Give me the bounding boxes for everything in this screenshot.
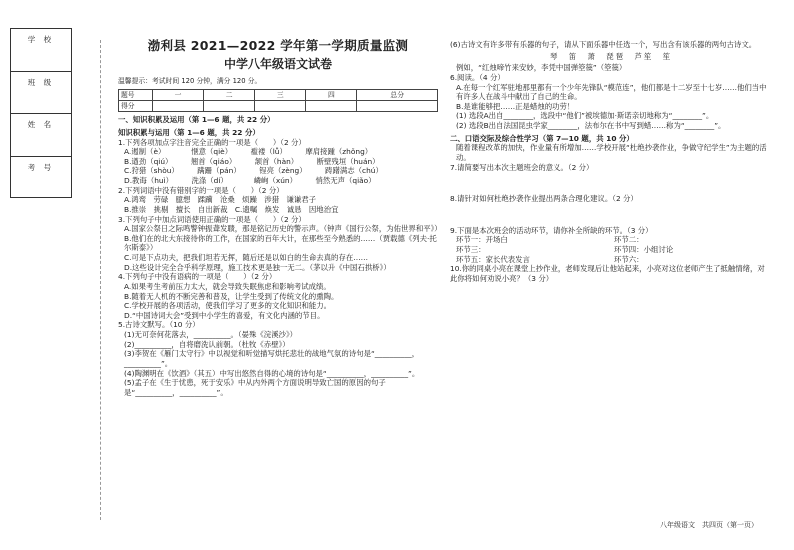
passage-b: B.是谁能够把……正是蜡烛的功劳！ (456, 101, 575, 111)
question-5-6: (6)古诗文有许多带有乐器的句子，请从下面乐器中任选一个，写出含有该乐器的两句古诗文。 (450, 40, 757, 49)
poem-blank[interactable]: (1)无可奈何花落去，__________。（晏殊《浣溪沙》） (124, 330, 298, 340)
score-input-cell[interactable] (153, 101, 204, 112)
instrument-list: 琴 笛 萧 琵琶 芦笙 笙 (549, 51, 673, 61)
score-row-header (119, 90, 438, 101)
poem-blank[interactable]: (2)__________，自将磨洗认前朝。（杜牧《赤壁》） (124, 339, 290, 349)
exam-title: 渤利县 2021—2022 学年第一学期质量监测 (147, 38, 409, 53)
context-text: 随着课程改革的加快，作业量有所增加……学校开展“杜绝抄袭作业，争做守纪学生”为主题的活动。 (456, 143, 767, 162)
option-line: B.随着无人机的不断完善和普及，让学生受到了传统文化的熏陶。 (124, 291, 339, 301)
option-line: A.鸿鸾 劳碌 臆想 蹂躏 沧桑 烦躁 涉猎 谦谦君子 (124, 195, 317, 205)
score-input-cell[interactable] (255, 101, 306, 112)
option-line: C.可是下点功夫，把我们坦若无挥，随后还是以如白的生命去真的存在…… (124, 253, 369, 263)
option-line: C.狩猎（shòu） 蹒跚（pán） 锃亮（zèng） 踌躇满志（chú） (124, 166, 383, 176)
score-row-values (119, 101, 438, 112)
steps-row (450, 245, 772, 255)
score-cell: 三 (255, 90, 306, 101)
question-7: 7.请简要写出本次主题班会的意义。（2 分） (450, 162, 594, 172)
step-2[interactable]: 环节二： (614, 235, 644, 245)
question-3: 3.下列句子中加点词语使用正确的一项是（ ）（2 分） (118, 214, 306, 224)
option-line: B.他们在的北大东接待你的工作，在国家的百年大计，在那些至今熟悉的……（贾载德《列夫·托尔斯泰》） (124, 233, 437, 253)
passage-a: A.在每一个红军驻地那里都有一个少年先锋队“模范连”，他们都是十二岁至十七岁……他们当中有许多人在战斗中献出了自己的生命。 (456, 82, 767, 102)
question-6: 6.阅读。（4 分） (450, 72, 505, 82)
section-heading: 二、口语交际及综合性学习（第 7—10 题，共 10 分） (450, 133, 634, 143)
score-cell: 一 (153, 90, 204, 101)
question-1: 1.下列各项加点字注音完全正确的一项是（ ）（2 分） (118, 137, 306, 147)
step-3[interactable]: 环节三： (456, 245, 486, 254)
section-heading: 知识积累与运用（第 1—6 题，共 22 分） (118, 127, 260, 137)
question-4: 4.下列句子中没有语病的一项是（ ）（2 分） (118, 272, 277, 282)
answer-blank[interactable]: (1) 选段A出自________，选段中“他们”被埃德加·斯诺亲切地称为“________”。 (456, 111, 714, 121)
score-input-cell[interactable] (357, 101, 438, 112)
strip-school: 学 校 (11, 29, 71, 72)
exam-subtitle: 中学八年级语文试卷 (223, 56, 332, 71)
steps-row (450, 255, 772, 265)
right-column (450, 40, 772, 284)
option-line: D.教诲（huì） 洗涤（dí） 嶙峋（xún） 悄然无声（qiǎo） (124, 176, 376, 186)
score-table (118, 89, 438, 112)
score-cell: 题号 (119, 90, 153, 101)
left-column (118, 38, 442, 397)
step-5: 环节五：家长代表发言 (456, 254, 530, 264)
score-cell: 得分 (119, 101, 153, 112)
poem-blank[interactable]: (5)孟子在《生于忧患，死于安乐》中从内外两个方面说明导致亡国的原因的句子是“__________，__________”。 (124, 378, 386, 397)
steps-row (450, 235, 772, 245)
question-10: 10.你的同桌小亮在课堂上抄作业，老师发现后让他站起来，小亮对这位老师产生了抵触情绪，对此你将如何劝说小亮？（3 分） (450, 264, 765, 283)
step-6[interactable]: 环节六： (614, 254, 644, 264)
question-2: 2.下列词语中没有错别字的一项是（ ）（2 分） (118, 185, 284, 195)
score-cell: 总分 (357, 90, 438, 101)
option-line: B.推崇 挑剔 擅长 自出新裁 C.遗嘱 焕发 诚恳 因地治宜 (124, 204, 339, 214)
answer-space[interactable] (450, 172, 772, 194)
strip-class: 班 级 (11, 72, 71, 115)
binding-line (100, 40, 101, 520)
option-line: C.学校开展的各项活动，使我们学习了更多的文化知识和能力。 (124, 301, 332, 311)
strip-name: 姓 名 (11, 114, 71, 157)
score-cell: 四 (306, 90, 357, 101)
question-8: 8.请针对如何杜绝抄袭作业提出两条合理化建议。（2 分） (450, 194, 638, 204)
poem-blank[interactable]: (4)陶渊明在《饮酒》（其五）中写出悠然自得的心境的诗句是“__________，__________”。 (124, 368, 420, 378)
step-1: 环节一：开场白 (456, 235, 508, 245)
score-cell: 二 (204, 90, 255, 101)
page-footer: 八年级语文 共四页（第一页） (660, 520, 758, 529)
step-4: 环节四：小组讨论 (614, 245, 674, 254)
section-heading: 一、知识积累及运用（第 1—6 题，共 22 分） (118, 115, 275, 125)
score-input-cell[interactable] (306, 101, 357, 112)
binding-strip (10, 28, 72, 198)
option-line: D.这些设计完全合乎科学原理，施工技术更是独一无二。（茅以升《中国石拱桥》） (124, 262, 391, 272)
example-line: 例如，“红烛啼竹来安妙，李凭中国弹箜篌”（箜篌） (456, 63, 627, 73)
question-9: 9.下面是本次班会的活动环节，请你补全所缺的环节。（3 分） (450, 225, 653, 235)
exam-hint: 温馨提示：考试时间 120 分钟，满分 120 分。 (118, 77, 262, 86)
score-input-cell[interactable] (204, 101, 255, 112)
option-line: A.遏制（è） 惬意（qiè） 褴褛（lǚ） 摩肩接踵（zhǒng） (124, 147, 373, 157)
option-line: A.如果考生考前压力太大，就会导致失眠焦虑和影响考试成绩。 (124, 281, 331, 291)
option-line: A.国家公祭日之际鸣警钟振聋发聩，那是铭记历史的警示声。（钟声《国行公祭，为佑世界和平》） (124, 224, 442, 234)
option-line: B.遒劲（qiú） 翘首（qiáo） 颔首（hàn） 断壁残垣（huán） (124, 156, 380, 166)
poem-blank[interactable]: (3)李贺在《雁门太守行》中以视觉和听觉描写烘托悲壮的战地气氛的诗句是“__________，__________”。 (124, 349, 420, 368)
strip-number: 考 号 (27, 162, 55, 172)
answer-space[interactable] (450, 204, 772, 226)
answer-blank[interactable]: (2) 选段B出自法国昆虫学家________，法布尔在书中写到蜡……称为“________”。 (456, 121, 726, 130)
question-5: 5.古诗文默写。（10 分） (118, 320, 200, 330)
option-line: D.“中国诗词大会”受到中小学生的喜爱，有文化内涵的节目。 (124, 310, 325, 320)
